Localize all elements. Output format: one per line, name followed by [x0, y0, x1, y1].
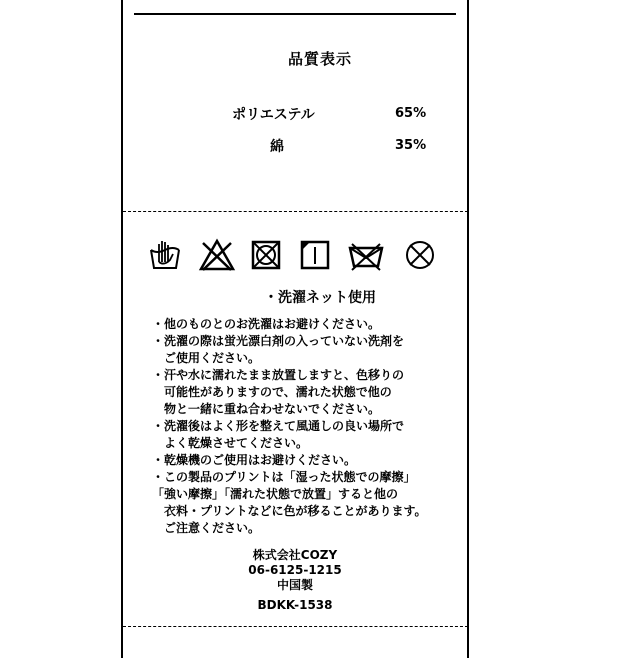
country-of-origin: 中国製 — [276, 578, 313, 592]
no-iron-icon — [346, 238, 386, 272]
material-percent-1: 65% — [395, 106, 427, 121]
hand-wash-icon — [148, 238, 182, 272]
note-line: ・乾燥機のご使用はお避けください。 — [152, 453, 357, 467]
material-percent-2: 35% — [395, 138, 427, 153]
product-code: BDKK-1538 — [257, 598, 333, 612]
divider-dashed-top — [123, 211, 468, 212]
company-name: 株式会社COZY — [252, 548, 338, 562]
no-dry-clean-icon — [402, 238, 438, 272]
care-symbols — [148, 238, 448, 274]
laundry-net-note: ・洗濯ネット使用 — [264, 290, 376, 306]
material-name-1: ポリエステル — [232, 107, 315, 123]
note-line: ご使用ください。 — [152, 351, 261, 365]
note-line: よく乾燥させてください。 — [152, 436, 309, 450]
label-title: 品質表示 — [287, 50, 352, 68]
company-phone: 06-6125-1215 — [248, 563, 342, 577]
top-rule — [134, 13, 456, 15]
note-line: ご注意ください。 — [152, 521, 261, 535]
no-tumble-dry-icon — [249, 238, 283, 272]
line-dry-shade-icon — [298, 238, 332, 272]
care-notes — [152, 316, 452, 537]
note-line: ・この製品のプリントは「湿った状態での摩擦」 — [152, 470, 416, 484]
note-line: 「強い摩擦」「濡れた状態で放置」すると他の — [152, 487, 399, 501]
note-line: ・他のものとのお洗濯はお避けください。 — [152, 317, 381, 331]
divider-dashed-bottom — [123, 626, 468, 627]
note-line: 衣料・プリントなどに色が移ることがあります。 — [152, 504, 427, 518]
note-line: ・洗濯後はよく形を整えて風通しの良い場所で — [152, 419, 405, 433]
note-line: ・洗濯の際は蛍光漂白剤の入っていない洗剤を — [152, 334, 405, 348]
no-bleach-icon — [198, 238, 236, 272]
material-name-2: 綿 — [270, 139, 284, 155]
note-line: 可能性がありますので、濡れた状態で他の — [152, 385, 392, 399]
note-line: 物と一緒に重ね合わせないでください。 — [152, 402, 381, 416]
note-line: ・汗や水に濡れたまま放置しますと、色移りの — [152, 368, 405, 382]
